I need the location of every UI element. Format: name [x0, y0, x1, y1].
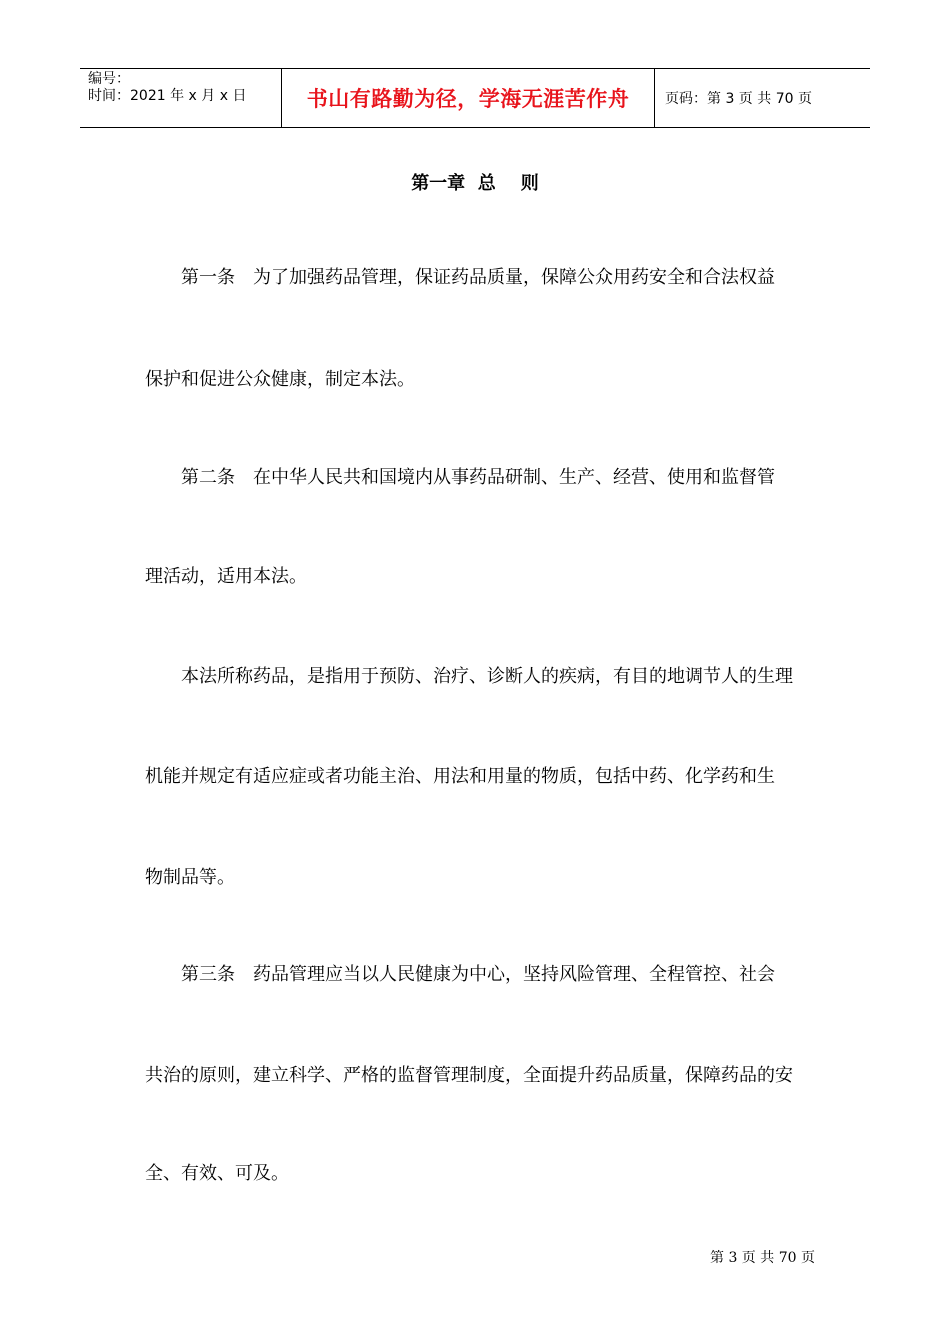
body-line: 第二条 在中华人民共和国境内从事药品研制、生产、经营、使用和监督管 [145, 467, 775, 488]
chapter-title: 第一章 总 则 [411, 173, 539, 194]
header-page-cell [655, 69, 870, 127]
header-motto-cell [281, 69, 655, 127]
page-footer: 第 3 页 共 70 页 [710, 1250, 815, 1266]
date-label: 时间：2021 年 x 月 x 日 [88, 88, 247, 104]
header-meta-cell [80, 69, 281, 127]
header-page-code: 页码：第 3 页 共 70 页 [665, 91, 812, 107]
document-header [80, 68, 870, 128]
body-line: 保护和促进公众健康，制定本法。 [145, 369, 415, 390]
body-line: 第三条 药品管理应当以人民健康为中心，坚持风险管理、全程管控、社会 [145, 964, 775, 985]
serial-number-label: 编号： [88, 71, 130, 87]
body-line: 理活动，适用本法。 [145, 566, 307, 587]
body-line: 全、有效、可及。 [145, 1163, 289, 1184]
body-line: 本法所称药品，是指用于预防、治疗、诊断人的疾病，有目的地调节人的生理 [145, 666, 793, 687]
body-line: 机能并规定有适应症或者功能主治、用法和用量的物质，包括中药、化学药和生 [145, 766, 775, 787]
body-line: 物制品等。 [145, 867, 235, 888]
motto-text: 书山有路勤为径，学海无涯苦作舟 [306, 87, 630, 111]
body-line: 共治的原则，建立科学、严格的监督管理制度，全面提升药品质量，保障药品的安 [145, 1065, 793, 1086]
body-line: 第一条 为了加强药品管理，保证药品质量，保障公众用药安全和合法权益 [145, 267, 775, 288]
